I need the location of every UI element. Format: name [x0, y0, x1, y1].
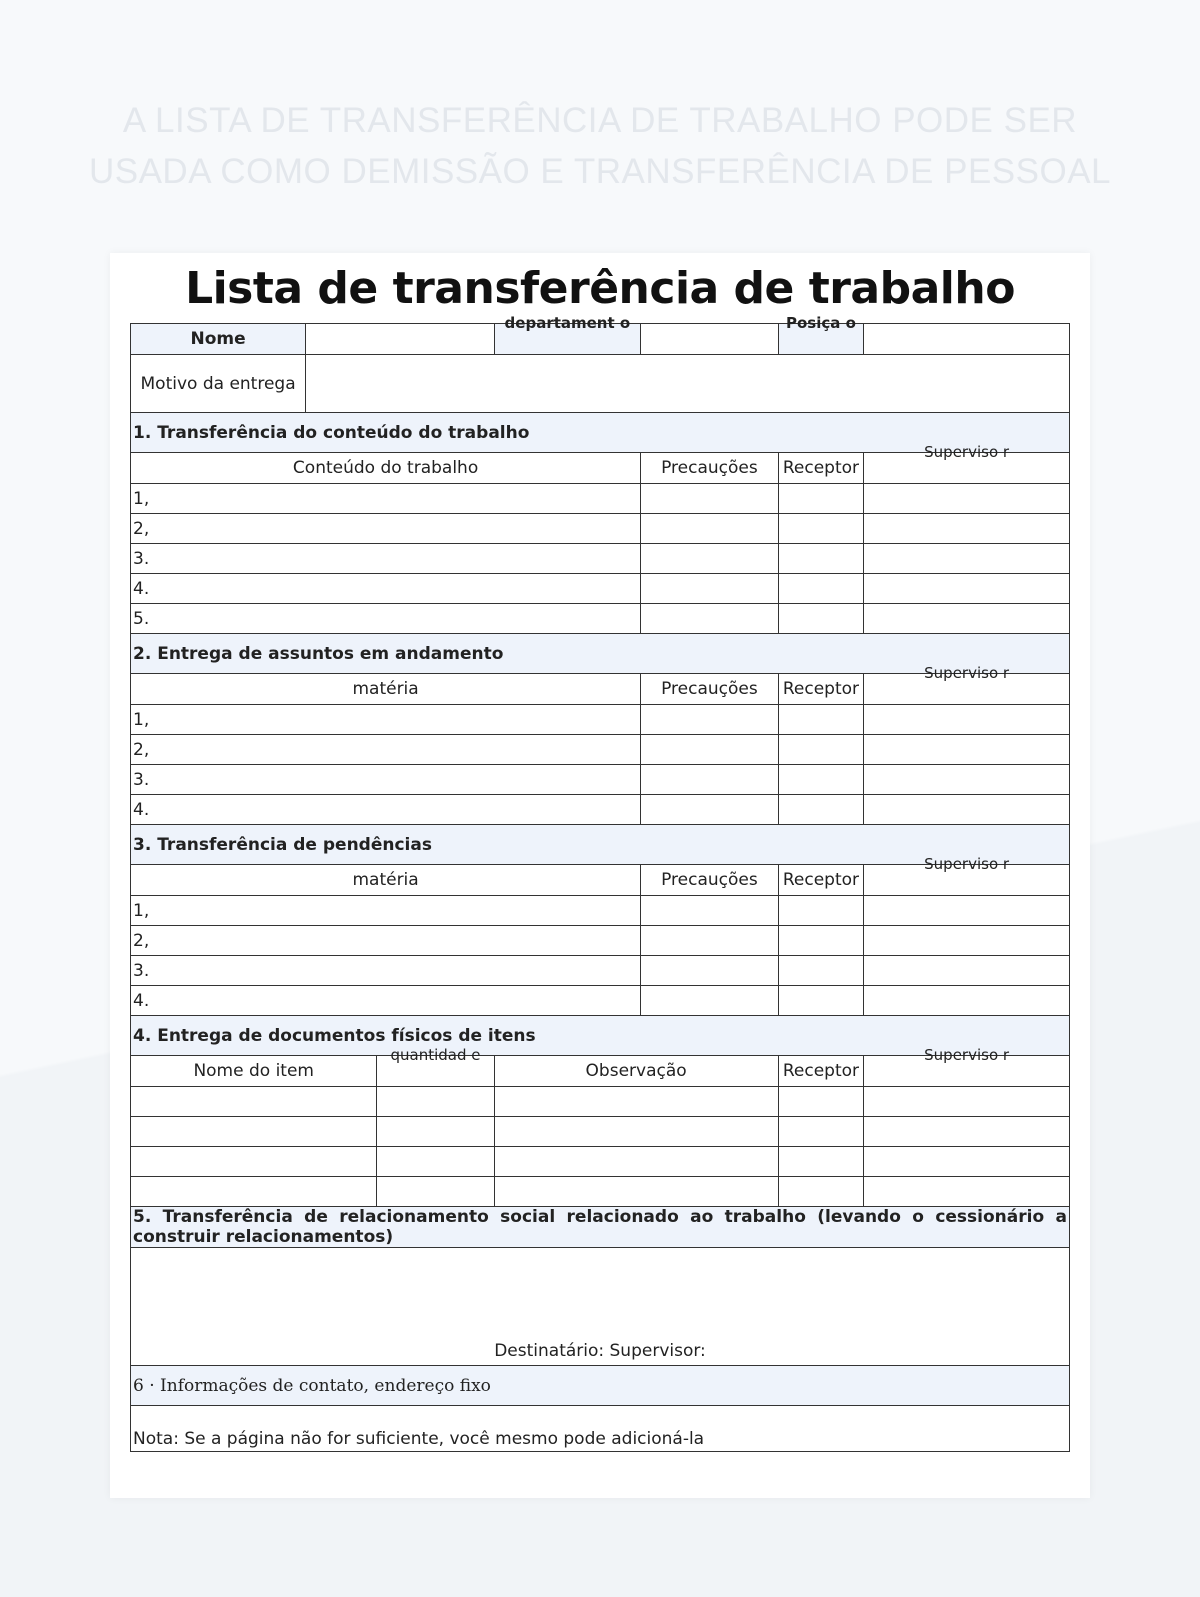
table-cell[interactable]	[864, 926, 1070, 956]
s3-col-precautions: Precauções	[641, 865, 778, 896]
table-cell[interactable]	[494, 1117, 778, 1147]
table-cell[interactable]	[864, 1147, 1070, 1177]
s2-col-matter: matéria	[131, 674, 641, 705]
s4-col-receiver: Receptor	[778, 1056, 864, 1087]
table-cell[interactable]	[641, 574, 778, 604]
table-row[interactable]: 3.	[131, 956, 641, 986]
table-cell[interactable]	[864, 705, 1070, 735]
table-cell[interactable]	[641, 956, 778, 986]
table-cell[interactable]	[778, 1117, 864, 1147]
table-cell[interactable]	[864, 1117, 1070, 1147]
table-row[interactable]: 2,	[131, 514, 641, 544]
transfer-form-table	[130, 314, 1070, 1452]
table-row[interactable]	[131, 1087, 377, 1117]
table-row[interactable]: 2,	[131, 926, 641, 956]
table-cell[interactable]	[778, 735, 864, 765]
s3-col-supervisor: Superviso r	[864, 865, 1070, 896]
table-row[interactable]: 1,	[131, 705, 641, 735]
relationship-notes-area[interactable]	[131, 1248, 1070, 1366]
table-cell[interactable]	[641, 795, 778, 825]
table-row[interactable]	[131, 1147, 377, 1177]
document-page	[110, 253, 1090, 1498]
table-row[interactable]: 4.	[131, 986, 641, 1016]
table-row[interactable]: 4.	[131, 574, 641, 604]
s2-col-receiver: Receptor	[778, 674, 864, 705]
table-cell[interactable]	[778, 1177, 864, 1207]
name-label: Nome	[131, 324, 306, 355]
table-cell[interactable]	[778, 705, 864, 735]
name-field[interactable]	[306, 324, 494, 355]
table-cell[interactable]	[641, 484, 778, 514]
table-cell[interactable]	[641, 896, 778, 926]
table-cell[interactable]	[377, 1147, 494, 1177]
section-6-title: 6 · Informações de contato, endereço fixo	[131, 1366, 1070, 1406]
s1-col-supervisor: Superviso r	[864, 453, 1070, 484]
table-cell[interactable]	[778, 604, 864, 634]
reason-label: Motivo da entrega	[131, 355, 306, 413]
section-3-title: 3. Transferência de pendências	[131, 825, 1070, 865]
footer-note: Nota: Se a página não for suficiente, você mesmo pode adicioná-la	[133, 1429, 705, 1449]
table-cell[interactable]	[864, 1087, 1070, 1117]
table-cell[interactable]	[494, 1147, 778, 1177]
s1-col-precautions: Precauções	[641, 453, 778, 484]
table-cell[interactable]	[864, 735, 1070, 765]
table-row[interactable]: 1,	[131, 484, 641, 514]
table-cell[interactable]	[778, 956, 864, 986]
s2-col-precautions: Precauções	[641, 674, 778, 705]
table-row[interactable]: 4.	[131, 795, 641, 825]
position-label: Posiça o	[778, 324, 864, 355]
banner-line-1: A LISTA DE TRANSFERÊNCIA DE TRABALHO PODE SER	[122, 101, 1078, 140]
table-cell[interactable]	[864, 1177, 1070, 1207]
table-cell[interactable]	[778, 484, 864, 514]
table-cell[interactable]	[778, 1087, 864, 1117]
section-1-title: 1. Transferência do conteúdo do trabalho	[131, 413, 1070, 453]
section-5-title: 5. Transferência de relacionamento social relacionado ao trabalho (levando o cessionário a construir relacionamentos)	[131, 1207, 1070, 1248]
table-cell[interactable]	[641, 544, 778, 574]
table-cell[interactable]	[778, 986, 864, 1016]
table-cell[interactable]	[641, 604, 778, 634]
table-cell[interactable]	[864, 896, 1070, 926]
section-4-title: 4. Entrega de documentos físicos de itens	[131, 1016, 1070, 1056]
department-field[interactable]	[641, 324, 778, 355]
table-cell[interactable]	[778, 544, 864, 574]
table-row[interactable]: 3.	[131, 544, 641, 574]
table-row[interactable]: 3.	[131, 765, 641, 795]
table-cell[interactable]	[864, 986, 1070, 1016]
table-cell[interactable]	[864, 795, 1070, 825]
table-row[interactable]: 5.	[131, 604, 641, 634]
table-cell[interactable]	[864, 484, 1070, 514]
reason-field[interactable]	[306, 355, 1070, 413]
table-cell[interactable]	[641, 514, 778, 544]
table-row[interactable]	[131, 1117, 377, 1147]
table-cell[interactable]	[864, 765, 1070, 795]
table-cell[interactable]	[641, 705, 778, 735]
table-cell[interactable]	[778, 765, 864, 795]
table-cell[interactable]	[641, 735, 778, 765]
s4-col-observation: Observação	[494, 1056, 778, 1087]
department-label: departament o	[494, 324, 641, 355]
section-2-title: 2. Entrega de assuntos em andamento	[131, 634, 1070, 674]
table-cell[interactable]	[778, 514, 864, 544]
table-cell[interactable]	[778, 926, 864, 956]
table-cell[interactable]	[641, 986, 778, 1016]
promo-banner	[0, 95, 1200, 197]
s4-col-quantity: quantidad e	[377, 1056, 494, 1087]
s3-col-matter: matéria	[131, 865, 641, 896]
table-cell[interactable]	[864, 956, 1070, 986]
table-cell[interactable]	[864, 574, 1070, 604]
table-cell[interactable]	[864, 604, 1070, 634]
document-title: Lista de transferência de trabalho	[185, 263, 1015, 314]
table-row[interactable]: 2,	[131, 735, 641, 765]
s4-col-item-name: Nome do item	[131, 1056, 377, 1087]
s1-col-content: Conteúdo do trabalho	[131, 453, 641, 484]
s4-col-supervisor: Superviso r	[864, 1056, 1070, 1087]
position-field[interactable]	[864, 324, 1070, 355]
table-row[interactable]: 1,	[131, 896, 641, 926]
table-cell[interactable]	[377, 1177, 494, 1207]
table-cell[interactable]	[864, 514, 1070, 544]
table-cell[interactable]	[778, 795, 864, 825]
s2-col-supervisor: Superviso r	[864, 674, 1070, 705]
table-cell[interactable]	[864, 544, 1070, 574]
table-cell[interactable]	[377, 1117, 494, 1147]
table-cell[interactable]	[778, 896, 864, 926]
s3-col-receiver: Receptor	[778, 865, 864, 896]
s1-col-receiver: Receptor	[778, 453, 864, 484]
banner-line-2: USADA COMO DEMISSÃO E TRANSFERÊNCIA DE PESSOAL	[88, 152, 1112, 191]
table-row[interactable]	[131, 1177, 377, 1207]
signature-line: Destinatário: Supervisor:	[494, 1341, 706, 1361]
table-cell[interactable]	[494, 1087, 778, 1117]
table-cell[interactable]	[778, 574, 864, 604]
table-cell[interactable]	[377, 1087, 494, 1117]
table-cell[interactable]	[778, 1147, 864, 1177]
table-cell[interactable]	[494, 1177, 778, 1207]
table-cell[interactable]	[641, 926, 778, 956]
table-cell[interactable]	[641, 765, 778, 795]
